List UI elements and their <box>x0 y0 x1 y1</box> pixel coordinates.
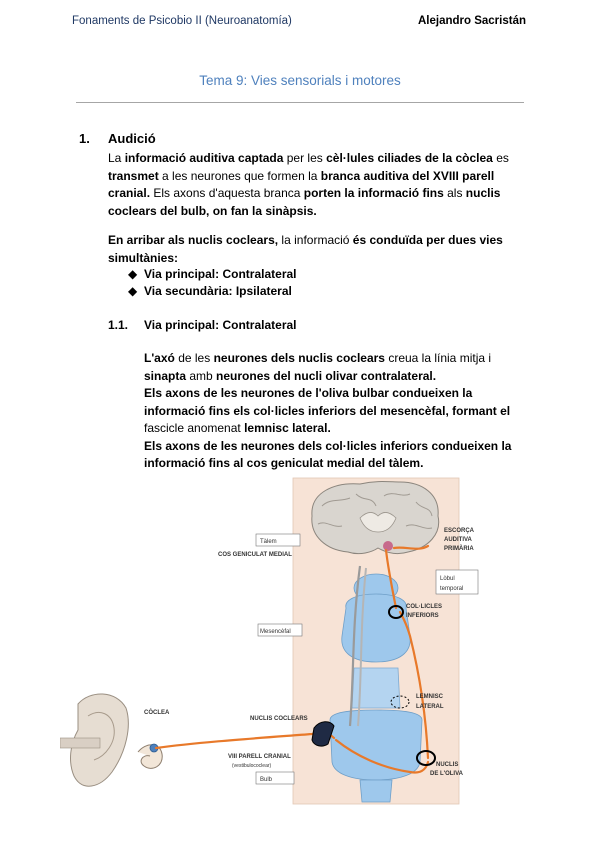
section-title: Audició <box>108 131 156 146</box>
text-run: lemnisc lateral. <box>244 421 331 435</box>
text-run: Els axons de les neurones de l'oliva bulbar condueixen la informació fins els col·licles inferiors del mesencèfal, formant el <box>144 386 511 418</box>
label-coclea: CÒCLEA <box>144 710 170 716</box>
text-run: es <box>492 151 509 165</box>
text-run: la informació <box>278 233 353 247</box>
text-run: L'axó <box>144 351 175 365</box>
label-bulb: Bulb <box>260 777 273 783</box>
auditory-pathway-figure <box>60 476 480 816</box>
text-run: als <box>443 186 466 200</box>
subsection-number: 1.1. <box>108 318 129 332</box>
text-run: Els axons d'aquesta branca <box>150 186 304 200</box>
label-inferiors: INFERIORS <box>406 613 439 619</box>
label-nuclis: NUCLIS <box>436 762 459 768</box>
label-talem: Tàlem <box>260 539 277 545</box>
label-auditiva: AUDITIVA <box>444 537 472 543</box>
text-run: creua la línia mitja i <box>384 351 492 365</box>
label-vestibulococlear: (vestibulococlear) <box>232 763 272 769</box>
subsection-title: Via principal: Contralateral <box>144 318 297 332</box>
pathway-list <box>128 266 297 300</box>
label-de-loliva: DE L'OLIVA <box>430 771 463 777</box>
label-collicles: COL·LICLES <box>406 604 442 610</box>
text-run: a les neurones que formen la <box>158 168 321 183</box>
text-run: de les <box>174 351 214 365</box>
label-lemnisc: LEMNISC <box>416 694 443 700</box>
text-run: fascicle anomenat <box>144 421 245 435</box>
label-lobul: Lòbul <box>440 576 455 582</box>
title-divider <box>76 102 524 103</box>
label-escorca: ESCORÇA <box>444 528 475 534</box>
paragraph-contralateral <box>144 350 524 473</box>
text-run: neurones dels nuclis coclears <box>213 351 385 365</box>
text-run: és conduïda per dues vies simultànies: <box>108 233 503 265</box>
label-mesencefal: Mesencèfal <box>260 629 291 635</box>
label-primaria: PRIMÀRIA <box>444 546 474 552</box>
text-run: branca auditiva del XVIII parell cranial. <box>108 168 495 200</box>
label-viii-parell: VIII PARELL CRANIAL <box>228 754 291 760</box>
brain-section-illustration <box>312 482 439 554</box>
text-run: neurones del nucli olivar contralateral. <box>216 368 437 383</box>
diamond-bullet-icon: ◆ <box>128 284 138 298</box>
label-nuclis-coclears: NUCLIS COCLEARS <box>250 716 308 722</box>
text-run: Els axons de les neurones dels col·licles inferiors condueixen la informació fins al cos geniculat medial del tàlem. <box>144 438 512 470</box>
label-temporal: temporal <box>440 586 464 592</box>
text-run: informació auditiva captada <box>124 151 284 165</box>
text-run: per les <box>283 151 327 165</box>
text-run: La <box>108 151 125 165</box>
cochlea-illustration <box>60 694 162 786</box>
diamond-bullet-icon: ◆ <box>128 267 138 281</box>
label-cos-geniculat: COS GENICULAT MEDIAL <box>218 552 292 558</box>
label-lateral: LATERAL <box>416 704 444 710</box>
page-title: Tema 9: Vies sensorials i motores <box>199 73 401 88</box>
text-run: En arribar als nuclis coclears, <box>108 233 279 247</box>
text-run: sinapta <box>144 368 187 383</box>
text-run: amb <box>186 368 217 383</box>
list-item: ◆ Via principal: Contralateral <box>128 267 297 281</box>
text-run: transmet <box>108 168 159 183</box>
list-item: ◆ Via secundària: Ipsilateral <box>128 284 292 298</box>
text-run: nuclis coclears del bulb, on fan la sinàpsis. <box>108 186 501 218</box>
paragraph-cochlea <box>108 150 528 220</box>
text-run: cèl·lules ciliades de la còclea <box>326 151 493 165</box>
text-run: porten la informació fins <box>303 186 444 200</box>
author-header: Alejandro Sacristán <box>417 15 526 27</box>
section-number: 1. <box>79 131 90 146</box>
paragraph-two-paths <box>108 232 528 267</box>
course-header: Fonaments de Psicobio II (Neuroanatomía) <box>72 15 292 27</box>
